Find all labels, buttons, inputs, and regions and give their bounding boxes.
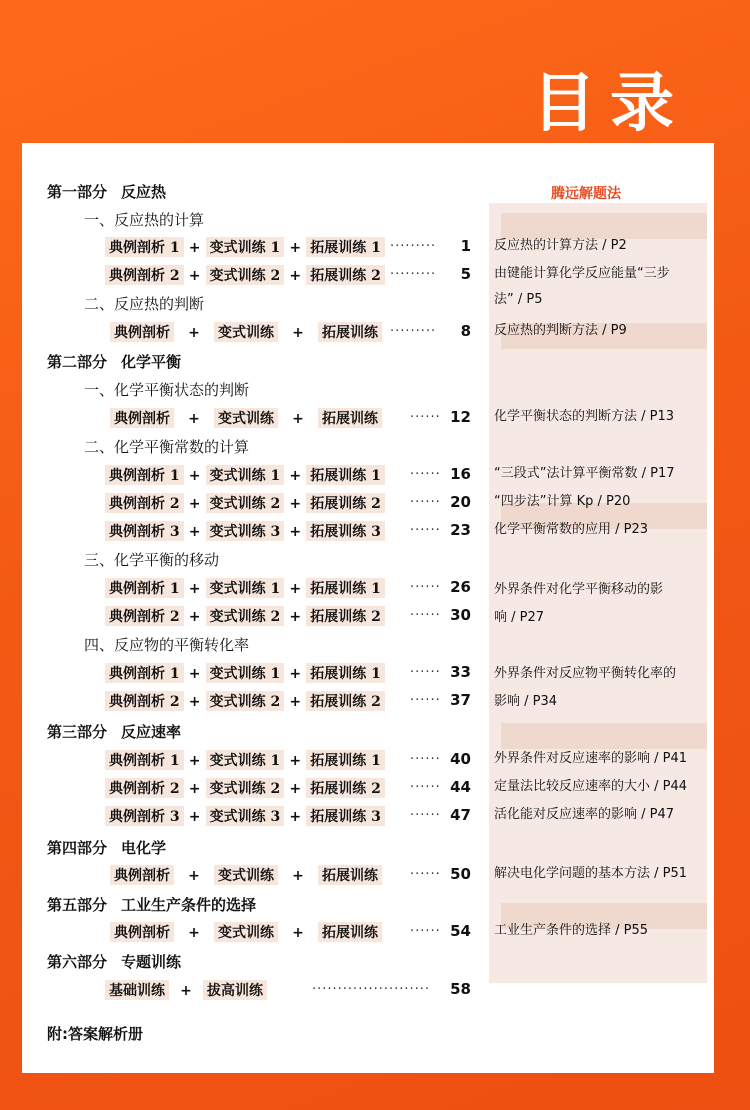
part-heading[interactable] xyxy=(47,894,256,915)
toc-line[interactable]: 典例剖析 2 + 变式训练 2 + 拓展训练 2 xyxy=(105,691,385,711)
toc-line[interactable]: 典例剖析 + 变式训练 + 拓展训练 xyxy=(110,865,382,885)
leader-dots: ······ xyxy=(410,580,441,595)
exercise-label: 拓展训练 1 xyxy=(306,578,385,598)
page-number[interactable]: 8 xyxy=(460,322,471,340)
toc-line[interactable]: 典例剖析 2 + 变式训练 2 + 拓展训练 2 xyxy=(105,778,385,798)
leader-dots: ······ xyxy=(410,808,441,823)
method-item[interactable]: 外界条件对反应速率的影响 / P41 xyxy=(494,751,688,766)
method-item[interactable]: 定量法比较反应速率的大小 / P44 xyxy=(494,779,688,794)
leader-dots: ······ xyxy=(410,665,441,680)
exercise-label: 变式训练 2 xyxy=(206,265,285,285)
page-number[interactable]: 58 xyxy=(450,980,471,998)
toc-line[interactable]: 典例剖析 3 + 变式训练 3 + 拓展训练 3 xyxy=(105,806,385,826)
method-item[interactable]: 法” / P5 xyxy=(494,292,543,307)
page-number[interactable]: 54 xyxy=(450,922,471,940)
part-name: 化学平衡 xyxy=(121,353,182,371)
part-label: 第六部分 xyxy=(47,953,108,971)
part-label: 第五部分 xyxy=(47,896,108,914)
toc-line[interactable]: 典例剖析 2 + 变式训练 2 + 拓展训练 2 xyxy=(105,493,385,513)
section-heading[interactable]: 三、化学平衡的移动 xyxy=(84,551,220,569)
exercise-label: 典例剖析 xyxy=(110,322,174,342)
part-heading[interactable] xyxy=(47,837,166,858)
toc-line[interactable]: 典例剖析 + 变式训练 + 拓展训练 xyxy=(110,922,382,942)
toc-line[interactable]: 典例剖析 1 + 变式训练 1 + 拓展训练 1 xyxy=(105,465,385,485)
leader-dots: ······················· xyxy=(312,982,431,997)
leader-dots: ······ xyxy=(410,608,441,623)
method-item[interactable]: “三段式”法计算平衡常数 / P17 xyxy=(494,466,675,481)
exercise-label: 典例剖析 xyxy=(110,408,174,428)
page-number[interactable]: 47 xyxy=(450,806,471,824)
part-heading[interactable] xyxy=(47,951,181,972)
exercise-label: 变式训练 3 xyxy=(206,521,285,541)
exercise-label: 拓展训练 2 xyxy=(306,606,385,626)
method-item[interactable]: 外界条件对化学平衡移动的影 xyxy=(494,582,664,597)
part-heading[interactable] xyxy=(47,351,181,372)
part-heading[interactable] xyxy=(47,721,181,742)
page-number[interactable]: 12 xyxy=(450,408,471,426)
exercise-label: 典例剖析 2 xyxy=(105,493,184,513)
exercise-label: 拔高训练 xyxy=(203,980,267,1000)
exercise-label: 拓展训练 1 xyxy=(306,663,385,683)
page-title: 目录 xyxy=(532,67,688,141)
exercise-label: 变式训练 2 xyxy=(206,778,285,798)
part-heading[interactable] xyxy=(47,181,166,202)
method-item[interactable]: 反应热的判断方法 / P9 xyxy=(494,323,627,338)
exercise-label: 变式训练 3 xyxy=(206,806,285,826)
leader-dots: ········· xyxy=(390,324,437,339)
section-heading[interactable]: 二、反应热的判断 xyxy=(84,295,205,313)
method-item[interactable]: 活化能对反应速率的影响 / P47 xyxy=(494,807,675,822)
leader-dots: ······ xyxy=(410,780,441,795)
exercise-label: 典例剖析 xyxy=(110,865,174,885)
part-label: 第二部分 xyxy=(47,353,108,371)
appendix-note[interactable]: 附:答案解析册 xyxy=(47,1025,143,1043)
exercise-label: 变式训练 1 xyxy=(206,750,285,770)
leader-dots: ······ xyxy=(410,467,441,482)
exercise-label: 拓展训练 2 xyxy=(306,691,385,711)
method-item[interactable]: “四步法”计算 Kp / P20 xyxy=(494,494,631,509)
section-heading[interactable]: 四、反应物的平衡转化率 xyxy=(84,636,250,654)
exercise-label: 典例剖析 1 xyxy=(105,465,184,485)
exercise-label: 变式训练 1 xyxy=(206,465,285,485)
toc-line[interactable]: 典例剖析 3 + 变式训练 3 + 拓展训练 3 xyxy=(105,521,385,541)
method-item[interactable]: 由键能计算化学反应能量“三步 xyxy=(494,266,670,281)
page-number[interactable]: 40 xyxy=(450,750,471,768)
exercise-label: 典例剖析 1 xyxy=(105,663,184,683)
exercise-label: 变式训练 2 xyxy=(206,606,285,626)
exercise-label: 典例剖析 2 xyxy=(105,265,184,285)
page-number[interactable]: 37 xyxy=(450,691,471,709)
exercise-label: 变式训练 2 xyxy=(206,691,285,711)
exercise-label: 拓展训练 xyxy=(318,322,382,342)
method-item[interactable]: 化学平衡状态的判断方法 / P13 xyxy=(494,409,675,424)
page-number[interactable]: 26 xyxy=(450,578,471,596)
toc-line[interactable]: 典例剖析 2 + 变式训练 2 + 拓展训练 2 xyxy=(105,606,385,626)
exercise-label: 变式训练 1 xyxy=(206,237,285,257)
page-number[interactable]: 16 xyxy=(450,465,471,483)
part-label: 第三部分 xyxy=(47,723,108,741)
toc-line[interactable]: 典例剖析 1 + 变式训练 1 + 拓展训练 1 xyxy=(105,750,385,770)
method-item[interactable]: 响 / P27 xyxy=(494,610,545,625)
section-heading[interactable]: 一、反应热的计算 xyxy=(84,211,205,229)
exercise-label: 拓展训练 2 xyxy=(306,265,385,285)
page-number[interactable]: 33 xyxy=(450,663,471,681)
page-number[interactable]: 5 xyxy=(460,265,471,283)
method-item[interactable]: 影响 / P34 xyxy=(494,694,558,709)
part-name: 反应速率 xyxy=(121,723,182,741)
toc-line[interactable]: 典例剖析 + 变式训练 + 拓展训练 xyxy=(110,408,382,428)
toc-line[interactable]: 典例剖析 1 + 变式训练 1 + 拓展训练 1 xyxy=(105,663,385,683)
leader-dots: ······ xyxy=(410,523,441,538)
section-heading[interactable]: 一、化学平衡状态的判断 xyxy=(84,381,250,399)
page-number[interactable]: 30 xyxy=(450,606,471,624)
part-name: 工业生产条件的选择 xyxy=(121,896,257,914)
page-number[interactable]: 23 xyxy=(450,521,471,539)
exercise-label: 拓展训练 2 xyxy=(306,778,385,798)
exercise-label: 变式训练 xyxy=(214,922,278,942)
method-item[interactable]: 工业生产条件的选择 / P55 xyxy=(494,923,649,938)
exercise-label: 变式训练 1 xyxy=(206,663,285,683)
side-heading: 腾远解题法 xyxy=(551,186,621,202)
exercise-label: 拓展训练 3 xyxy=(306,521,385,541)
exercise-label: 典例剖析 1 xyxy=(105,237,184,257)
exercise-label: 典例剖析 2 xyxy=(105,606,184,626)
toc-line[interactable]: 典例剖析 2 + 变式训练 2 + 拓展训练 2 xyxy=(105,265,385,285)
method-item[interactable]: 化学平衡常数的应用 / P23 xyxy=(494,522,649,537)
toc-line[interactable]: 基础训练 + 拔高训练 xyxy=(105,980,267,1000)
part-name: 电化学 xyxy=(121,839,167,857)
exercise-label: 拓展训练 1 xyxy=(306,237,385,257)
exercise-label: 典例剖析 xyxy=(110,922,174,942)
exercise-label: 拓展训练 1 xyxy=(306,465,385,485)
exercise-label: 拓展训练 3 xyxy=(306,806,385,826)
leader-dots: ······ xyxy=(410,867,441,882)
exercise-label: 拓展训练 2 xyxy=(306,493,385,513)
exercise-label: 典例剖析 1 xyxy=(105,578,184,598)
section-heading[interactable]: 二、化学平衡常数的计算 xyxy=(84,438,250,456)
method-item[interactable]: 反应热的计算方法 / P2 xyxy=(494,238,627,253)
toc-line[interactable]: 典例剖析 1 + 变式训练 1 + 拓展训练 1 xyxy=(105,578,385,598)
exercise-label: 典例剖析 2 xyxy=(105,778,184,798)
leader-dots: ········· xyxy=(390,267,437,282)
part-name: 专题训练 xyxy=(121,953,182,971)
leader-dots: ······ xyxy=(410,693,441,708)
exercise-label: 典例剖析 1 xyxy=(105,750,184,770)
exercise-label: 变式训练 xyxy=(214,408,278,428)
part-name: 反应热 xyxy=(121,183,167,201)
toc-panel xyxy=(22,143,714,1073)
exercise-label: 典例剖析 3 xyxy=(105,806,184,826)
exercise-label: 拓展训练 xyxy=(318,922,382,942)
exercise-label: 变式训练 xyxy=(214,865,278,885)
page-number[interactable]: 1 xyxy=(460,237,471,255)
exercise-label: 基础训练 xyxy=(105,980,169,1000)
method-item[interactable]: 外界条件对反应物平衡转化率的 xyxy=(494,666,677,681)
leader-dots: ······ xyxy=(410,495,441,510)
exercise-label: 变式训练 2 xyxy=(206,493,285,513)
exercise-label: 变式训练 1 xyxy=(206,578,285,598)
leader-dots: ········· xyxy=(390,239,437,254)
toc-line[interactable]: 典例剖析 1 + 变式训练 1 + 拓展训练 1 xyxy=(105,237,385,257)
leader-dots: ······ xyxy=(410,924,441,939)
leader-dots: ······ xyxy=(410,410,441,425)
method-item[interactable]: 解决电化学问题的基本方法 / P51 xyxy=(494,866,688,881)
exercise-label: 拓展训练 xyxy=(318,408,382,428)
exercise-label: 典例剖析 3 xyxy=(105,521,184,541)
exercise-label: 变式训练 xyxy=(214,322,278,342)
page-number[interactable]: 50 xyxy=(450,865,471,883)
part-label: 第四部分 xyxy=(47,839,108,857)
page-number[interactable]: 20 xyxy=(450,493,471,511)
exercise-label: 拓展训练 1 xyxy=(306,750,385,770)
exercise-label: 典例剖析 2 xyxy=(105,691,184,711)
toc-line[interactable]: 典例剖析 + 变式训练 + 拓展训练 xyxy=(110,322,382,342)
exercise-label: 拓展训练 xyxy=(318,865,382,885)
part-label: 第一部分 xyxy=(47,183,108,201)
leader-dots: ······ xyxy=(410,752,441,767)
page-number[interactable]: 44 xyxy=(450,778,471,796)
